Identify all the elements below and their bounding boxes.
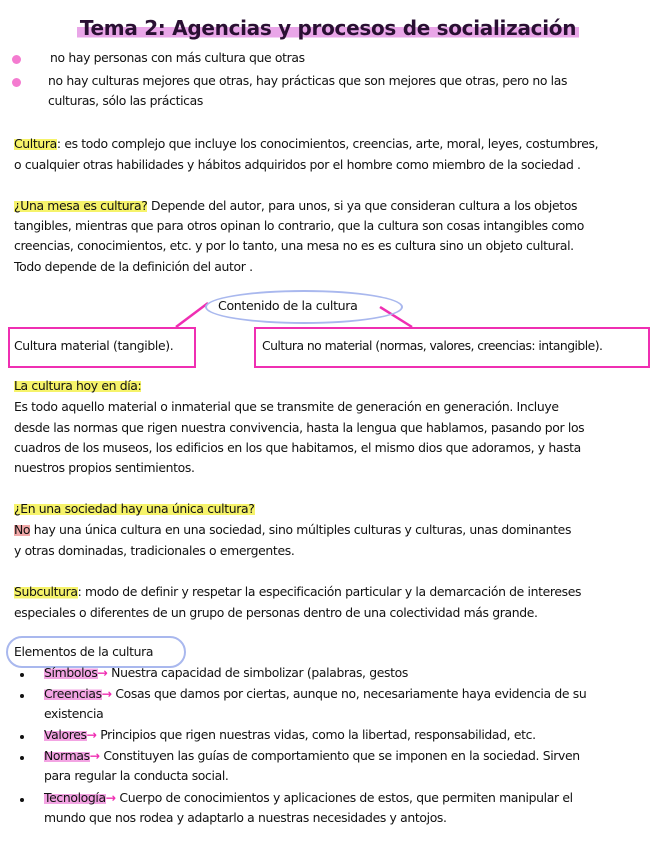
subcultura-definition: Subcultura: modo de definir y respetar la especificación particular y la demarcación de intereses — [14, 584, 582, 599]
mesa-line-2: tangibles, mientras que para otros opinan lo contrario, que la cultura son cosas intangibles como — [14, 218, 584, 233]
unica-question: ¿En una sociedad hay una única cultura? — [14, 501, 255, 516]
intro-bullet-2-cont: culturas, sólo las prácticas — [48, 93, 203, 108]
hoy-line-4: nuestros propios sentimientos. — [14, 460, 195, 475]
cultura-term: Cultura — [14, 136, 57, 151]
intro-bullet-1: no hay personas con más cultura que otras — [50, 50, 305, 65]
mesa-paragraph: ¿Una mesa es cultura? Depende del autor, para unos, si ya que consideran cultura a los objetos — [14, 198, 578, 213]
diagram-right-label: Cultura no material (normas, valores, creencias: intangible). — [262, 338, 603, 353]
page-title: Tema 2: Agencias y procesos de socialización — [0, 16, 656, 40]
diagram-left-label: Cultura material (tangible). — [14, 338, 174, 353]
elemento-tecnologia: Tecnología→ Cuerpo de conocimientos y aplicaciones de estos, que permiten manipular el — [44, 790, 573, 805]
elemento-simbolos: Símbolos→ Nuestra capacidad de simbolizar (palabras, gestos — [44, 665, 408, 680]
mesa-line-3: creencias, conocimientos, etc. y por lo tanto, una mesa no es es cultura sino un objeto cultural. — [14, 238, 574, 253]
elemento-valores: Valores→ Principios que rigen nuestras vidas, como la libertad, responsabilidad, etc. — [44, 727, 536, 742]
cultura-definition: Cultura: es todo complejo que incluye los conocimientos, creencias, arte, moral, leyes, costumbres, — [14, 136, 599, 151]
list-bullet — [20, 694, 24, 698]
unica-answer-cont: y otras dominadas, tradicionales o emergentes. — [14, 543, 295, 558]
elementos-heading: Elementos de la cultura — [14, 644, 154, 659]
hoy-line-3: cuadros de los museos, los edificios en los que habitamos, el mismo dios que adoramos, y hasta — [14, 440, 581, 455]
elemento-creencias-cont: existencia — [44, 706, 104, 721]
mesa-question: ¿Una mesa es cultura? — [14, 198, 148, 213]
subcultura-definition-cont: especiales o diferentes de un grupo de personas dentro de una colectividad más grande. — [14, 605, 538, 620]
list-bullet — [20, 798, 24, 802]
list-bullet — [20, 735, 24, 739]
hoy-line-2: desde las normas que rigen nuestra convivencia, hasta la lengua que hablamos, pasando por los — [14, 420, 585, 435]
list-bullet — [20, 756, 24, 760]
hoy-line-1: Es todo aquello material o inmaterial que se transmite de generación en generación. Incluye — [14, 399, 559, 414]
hoy-heading: La cultura hoy en día: — [14, 378, 142, 393]
unica-answer-start: No — [14, 522, 31, 537]
cultura-definition-cont: o cualquier otras habilidades y hábitos adquiridos por el hombre como miembro de la sociedad . — [14, 157, 581, 172]
elemento-tecnologia-cont: mundo que nos rodea y adaptarlo a nuestras necesidades y antojos. — [44, 810, 447, 825]
elemento-normas-cont: para regular la conducta social. — [44, 768, 229, 783]
elemento-creencias: Creencias→ Cosas que damos por ciertas, aunque no, necesariamente haya evidencia de su — [44, 686, 587, 701]
mesa-line-4: Todo depende de la definición del autor . — [14, 259, 253, 274]
list-bullet — [20, 673, 24, 677]
elemento-normas: Normas→ Constituyen las guías de comportamiento que se imponen en la sociedad. Sirven — [44, 748, 580, 763]
diagram-center-label: Contenido de la cultura — [218, 298, 358, 313]
unica-answer: No hay una única cultura en una sociedad, sino múltiples culturas y culturas, unas dominantes — [14, 522, 572, 537]
subcultura-term: Subcultura — [14, 584, 78, 599]
intro-bullet-2: no hay culturas mejores que otras, hay prácticas que son mejores que otras, pero no las — [48, 73, 568, 88]
